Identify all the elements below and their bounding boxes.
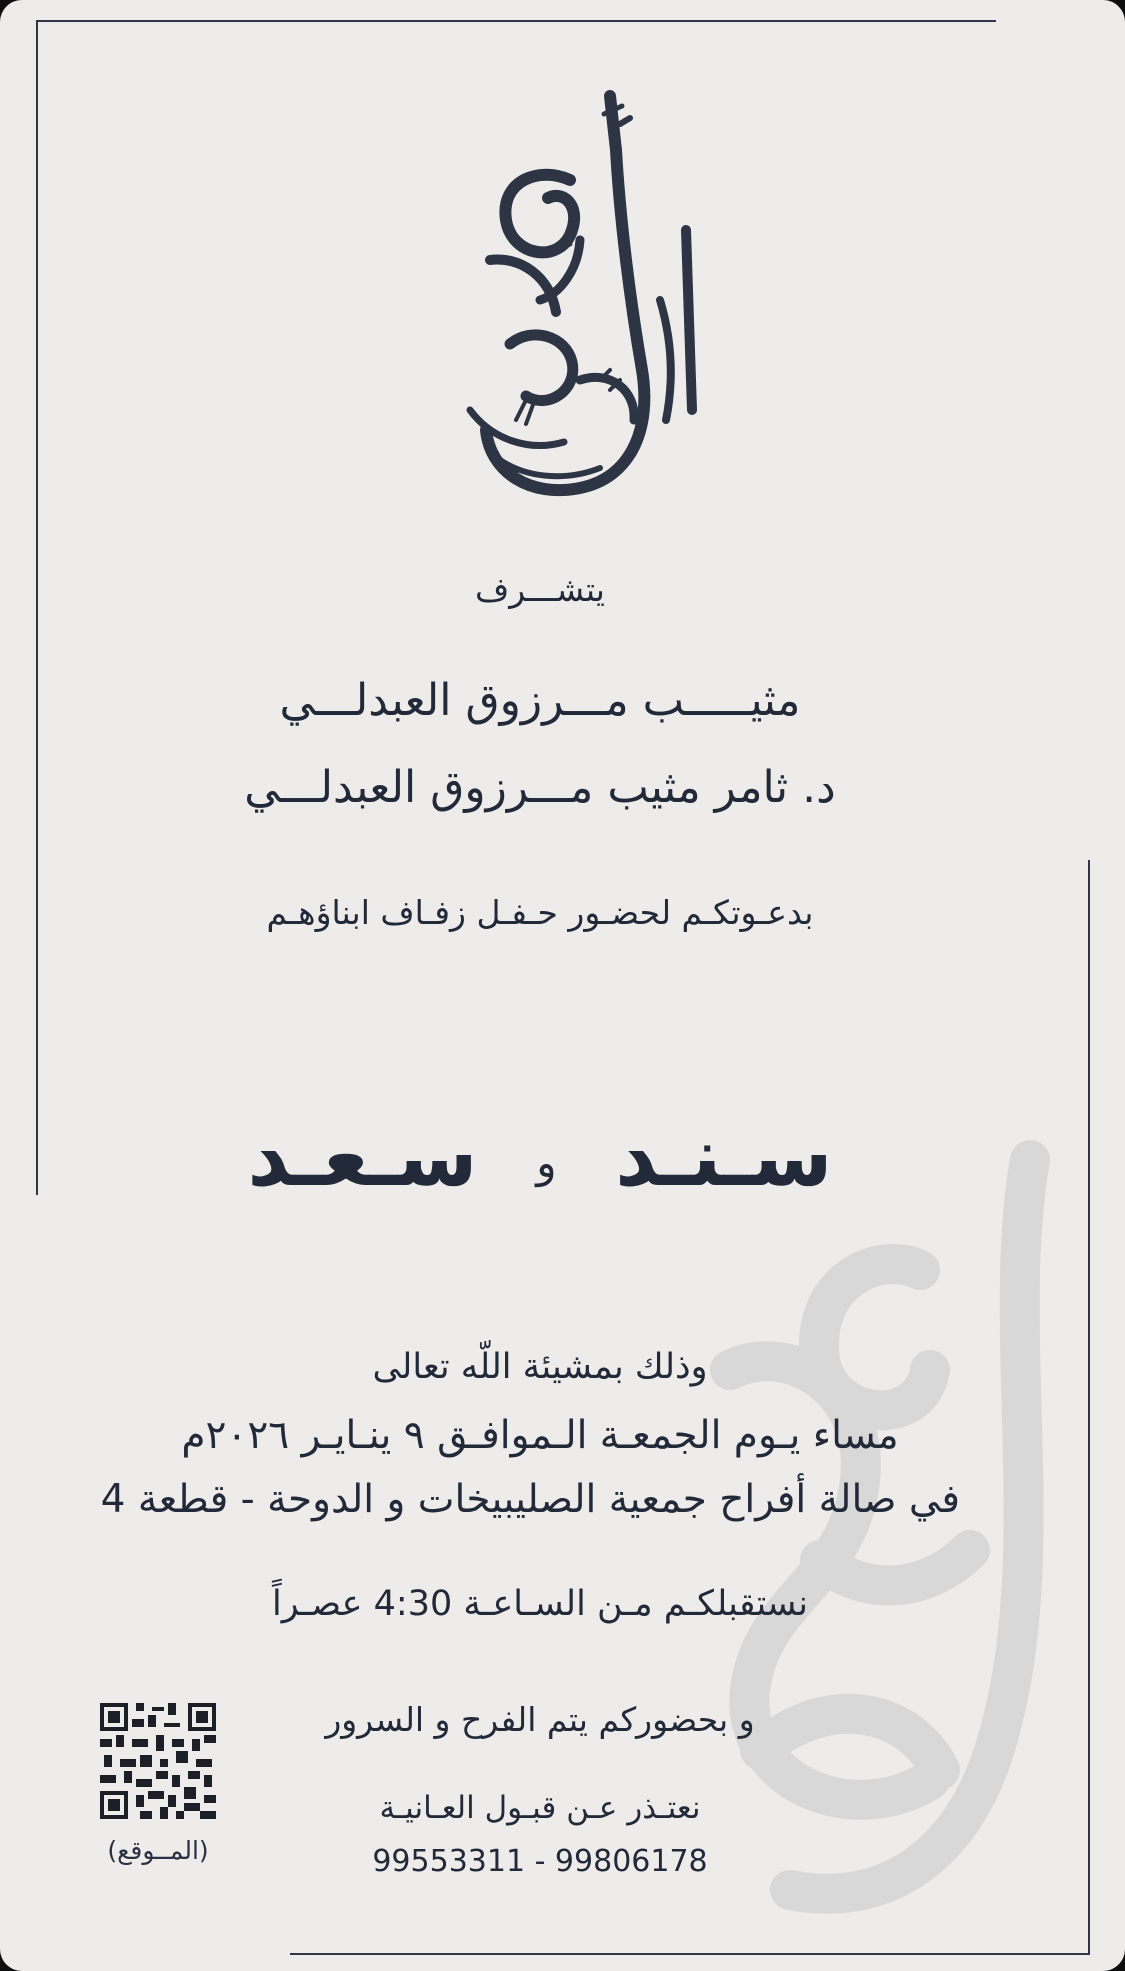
reception-line: نستقبلكـم مـن السـاعـة 4:30 عصـراً	[272, 1584, 808, 1624]
groom-name-1: سـنـد	[615, 1110, 833, 1205]
location-qr-code[interactable]	[100, 1703, 216, 1819]
phone-numbers[interactable]: 99553311 - 99806178	[372, 1844, 708, 1879]
honored-text: يتشـــرف	[474, 570, 605, 609]
venue-line: في صالة أفراح جمعية الصليبيخات و الدوحة - قطعة 4	[100, 1477, 960, 1522]
qr-location-label: (المــوقع)	[107, 1836, 209, 1865]
groom-names	[120, 1110, 960, 1205]
host-name-2: د. ثامر مثيب مـــرزوق العبدلـــي	[244, 762, 836, 813]
frame-left	[36, 20, 38, 1195]
logo-text: أفراح المهلكي	[592, 515, 598, 516]
invite-line: بدعـوتكـم لحضـور حـفـل زفـاف ابناؤهـم	[266, 893, 814, 932]
watermark-calligraphy	[670, 1130, 1110, 1950]
frame-bottom	[290, 1953, 1090, 1955]
apology-line: نعتـذر عـن قبـول العـانيـة	[379, 1790, 701, 1826]
blessing-line: وذلك بمشيئة اللّه تعالى	[372, 1347, 708, 1387]
afrah-almuhalki-logo	[460, 80, 730, 520]
date-line: مساء يـوم الجمعـة الـموافـق ٩ ينـايـر ٢٠٢٦م	[181, 1413, 899, 1458]
host-name-1: مثيـــــب مـــرزوق العبدلـــي	[279, 675, 801, 726]
conjunction: و	[536, 1138, 557, 1188]
groom-name-2: سـعـد	[247, 1110, 478, 1205]
frame-top	[36, 20, 996, 22]
joy-line: و بحضوركم يتم الفرح و السرور	[325, 1700, 755, 1739]
